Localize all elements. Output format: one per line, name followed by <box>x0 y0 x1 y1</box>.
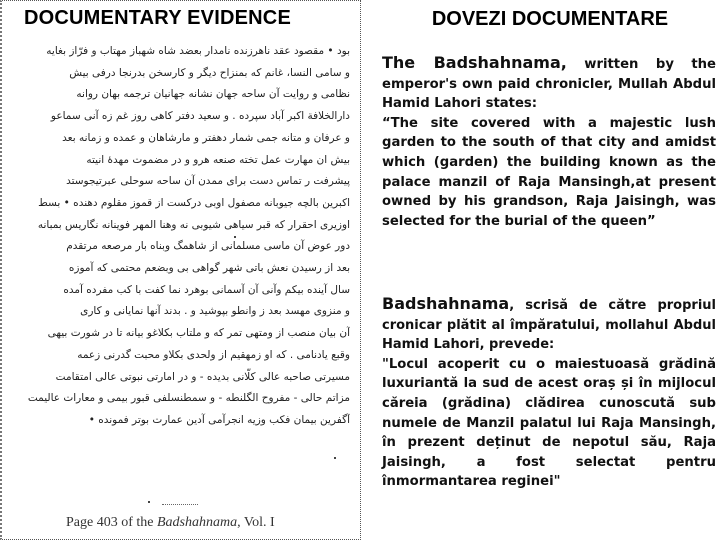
manuscript-line: و منزوی مهسد بعد ز وانطو بپوشید و . بدند آنها نمایانی و کاری <box>80 305 350 318</box>
romanian-paragraph <box>382 294 716 492</box>
left-title: DOCUMENTARY EVIDENCE <box>24 7 291 29</box>
english-paragraph <box>382 53 716 231</box>
manuscript-line: و سامی النسا، غانم که بمنزاح دیگر و کارسخن بدرنجا درفی بیش <box>69 66 350 79</box>
separator-line <box>162 504 198 505</box>
manuscript-line: بود • مقصود عقد ناهرزنده نامدار بعضد شاه شهباز مهتاب و فرّاز بغایه <box>46 45 350 57</box>
manuscript-line: آن بیان منصب از ومتهی تمر که و ملتاب بکلاغو بیانه تا در شورت بیهی <box>47 327 350 340</box>
romanian-lead: Badshahnama <box>382 294 510 313</box>
romanian-quote: "Locul acoperit cu o maiestuoasă grădină luxuriantă la sud de acest oraș și în mijlocul căreia (grădina) clădirea cunoscută sub numele de Manzil palatul lui Raja Mansingh, în prezent deținut de nepotul său, Raja Jaisingh, a fost selectat pentru înmormantarea reginei" <box>382 356 716 490</box>
scan-speck <box>234 236 236 238</box>
caption-book-title: Badshahnama <box>156 515 238 530</box>
manuscript-line: بعد از رسیدن نعش باتی شهر گواهی بی وبضعم محتمی که آموزه <box>68 262 350 275</box>
manuscript-line: سال آینده بیکم وآنی آن آسمانی بوهرد نما کفت با کب مفرده آمده <box>63 283 350 296</box>
manuscript-line: بیش ان مهارت عمل تخته صنعه هرو و در مضموت مهدهٔ انیته <box>86 153 350 166</box>
manuscript-line: مسیرتی صاحبه عالی کلّانی بدیده - و در امارتی نبوتی عالی امتقامت <box>55 370 350 383</box>
manuscript-line: پیشرفت ر تماس دست برای ممدن آن ساحه سوحلی عبرتیجوستد <box>66 175 350 188</box>
manuscript-line: اکبرین بالچه جیوبانه مصفول اوبی درکست از قموز مقلوم دهنده • بسط <box>38 196 350 209</box>
scan-speck <box>148 501 150 503</box>
manuscript-line: دور عوض آن ماسی مسلمانی از شاهمگ وبناه بار مرصعه مرتقدم <box>66 240 350 253</box>
english-intro: written by the emperor's own paid chronicler, Mullah Abdul Hamid Lahori states: <box>382 57 716 112</box>
manuscript-line: نظامی و روایت آن ساحه جهان نشانه جهانیان ترجمه بهان روانه <box>76 88 350 101</box>
manuscript-line: و عرفان و متانه جمی شمار دهفتر و مارشاهان و عمده و زمانه بعد <box>62 131 350 144</box>
manuscript-line: آگفرین بیمان فکب وزیه انجرآمی آدین عمارت بوتر فمونده • <box>88 413 350 426</box>
romanian-intro: , scrisă de către propriul cronicar plătit al împăratului, mollahul Abdul Hamid Lahori, prevede: <box>382 298 716 353</box>
manuscript-line: وقبع یادنامی . که او زمهقیم از ولحدی بکلاو محبت گدرنی زعمه <box>77 348 350 361</box>
scan-caption <box>66 515 275 531</box>
scan-speck <box>334 457 336 459</box>
english-lead: The Badshahnama, <box>382 53 567 72</box>
caption-suffix: , Vol. I <box>237 515 275 530</box>
english-quote: “The site covered with a majestic lush garden to the south of that city and amidst which (garden) the building known as the palace manzil of Raja Mansingh,at present owned by his grandson, Raja Jaisingh, was selected for the burial of the queen” <box>382 115 716 229</box>
manuscript-line: دارالخلافة اکبر آباد سپرده . و سعید دفتر کاهی روز غم زه آنی سماعو <box>50 110 350 123</box>
manuscript-line: مزاتم حالی - مفروح الگلنطه - و سمطنسلفی قبور بیمی و معارات عالیمت <box>27 392 350 405</box>
persian-manuscript-text <box>12 41 350 432</box>
caption-prefix: Page 403 of the <box>66 515 157 530</box>
manuscript-line: اوزیری احقرار که قبر سیاهی شیوبی نه وهنا المهر فوینانه نگاریس بمبانه <box>37 218 350 231</box>
right-title: DOVEZI DOCUMENTARE <box>431 8 669 30</box>
